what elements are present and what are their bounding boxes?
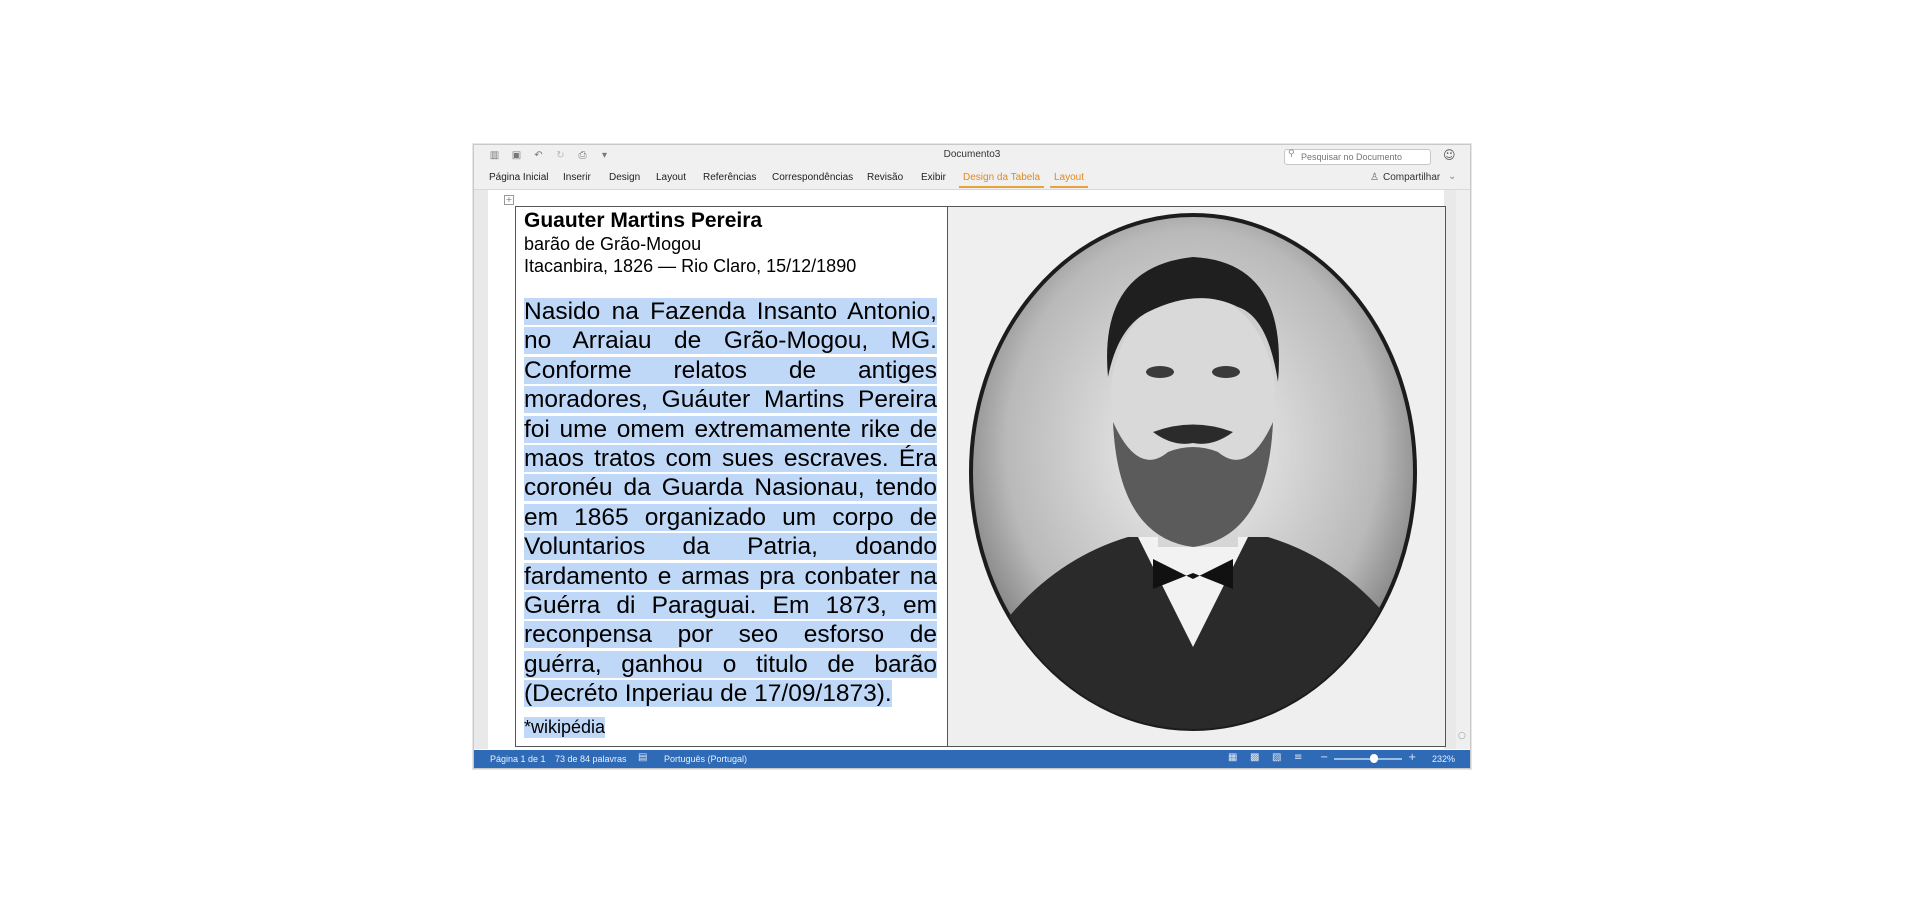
search-box[interactable] — [1284, 149, 1431, 165]
resize-handle-icon[interactable]: ○ — [1458, 731, 1466, 741]
portrait-photo[interactable] — [948, 207, 1445, 746]
tab-correspondencias[interactable]: Correspondências — [772, 172, 854, 183]
language-indicator[interactable]: Português (Portugal) — [664, 754, 748, 764]
vertical-scrollbar[interactable] — [1456, 190, 1470, 749]
focus-mode-icon[interactable]: ▧ — [1272, 752, 1282, 763]
table-cell-text[interactable] — [516, 207, 948, 746]
sidebar-icon[interactable]: ▥ — [489, 150, 500, 161]
save-icon[interactable]: ▣ — [511, 150, 522, 161]
search-input[interactable] — [1301, 151, 1423, 162]
page-count[interactable]: Página 1 de 1 — [490, 754, 546, 764]
zoom-in-icon[interactable]: + — [1408, 752, 1417, 763]
word-count[interactable]: 73 de 84 palavras — [555, 754, 627, 764]
document-title: Documento3 — [943, 149, 1001, 160]
add-person-icon: ♙ — [1370, 172, 1379, 183]
collapse-ribbon-chevron-icon[interactable]: ⌄ — [1448, 171, 1457, 182]
tab-inserir[interactable]: Inserir — [563, 172, 591, 183]
undo-icon[interactable]: ↶ — [534, 150, 543, 161]
document-area — [474, 190, 1470, 749]
print-layout-icon[interactable]: ▦ — [1228, 752, 1238, 763]
tab-design-da-tabela[interactable]: Design da Tabela — [963, 172, 1041, 183]
share-label: Compartilhar — [1382, 172, 1441, 183]
biography-paragraph — [524, 297, 937, 709]
tab-referencias[interactable]: Referências — [703, 172, 757, 183]
tab-exibir[interactable]: Exibir — [921, 172, 947, 183]
tab-table-layout[interactable]: Layout — [1054, 172, 1085, 183]
source-note: *wikipédia — [524, 717, 606, 737]
share-button[interactable] — [1370, 172, 1440, 183]
feedback-smiley-icon[interactable]: ☺ — [1443, 148, 1456, 162]
word-window — [473, 144, 1471, 769]
tab-revisao[interactable]: Revisão — [867, 172, 904, 183]
customize-icon[interactable]: ▾ — [601, 150, 608, 161]
redo-icon[interactable]: ↻ — [556, 150, 565, 161]
table-cell-image[interactable] — [948, 207, 1445, 746]
web-layout-icon[interactable]: ▩ — [1250, 752, 1260, 763]
ribbon-tabs — [474, 167, 1470, 190]
entry-title: Guauter Martins Pereira — [524, 209, 763, 232]
proofing-book-icon[interactable]: ▤ — [638, 752, 648, 763]
title-bar — [474, 145, 1470, 167]
entry-subtitle: barão de Grão-Mogou — [524, 234, 702, 254]
zoom-slider-thumb[interactable] — [1370, 754, 1378, 763]
print-icon[interactable]: ⎙ — [578, 150, 587, 161]
zoom-level[interactable]: 232% — [1432, 754, 1456, 764]
status-bar — [474, 750, 1470, 768]
tab-design[interactable]: Design — [609, 172, 641, 183]
tab-layout[interactable]: Layout — [656, 172, 687, 183]
selected-text: Nasido na Fazenda Insanto Antonio, no Arraiau de Grão-Mogou, MG. Conforme relatos de antiges moradores, Guáuter Martins Pereira foi ume omem extremamente rike de maos tratos com sues escraves. Éra coronéu da Guarda Nasionau, tendo em 1865 organizado um corpo de Voluntarios da Patria, doando fardamento e armas pra conbater na Guérra di Paraguai. Em 1873, em reconpensa por seo esforso de guérra, ganhou o titulo de barão (Decréto Inperiau de 17/09/1873). — [524, 298, 937, 708]
zoom-slider[interactable] — [1334, 758, 1402, 760]
table-move-handle-icon[interactable]: + — [505, 195, 513, 204]
document-table[interactable] — [515, 206, 1446, 747]
page[interactable] — [488, 190, 1444, 749]
zoom-out-icon[interactable]: − — [1320, 752, 1329, 763]
entry-dates: Itacanbira, 1826 — Rio Claro, 15/12/1890 — [524, 256, 857, 276]
tab-pagina-inicial[interactable]: Página Inicial — [489, 172, 549, 183]
search-icon: ⚲ — [1288, 149, 1295, 159]
outline-view-icon[interactable]: ≡ — [1294, 752, 1303, 763]
